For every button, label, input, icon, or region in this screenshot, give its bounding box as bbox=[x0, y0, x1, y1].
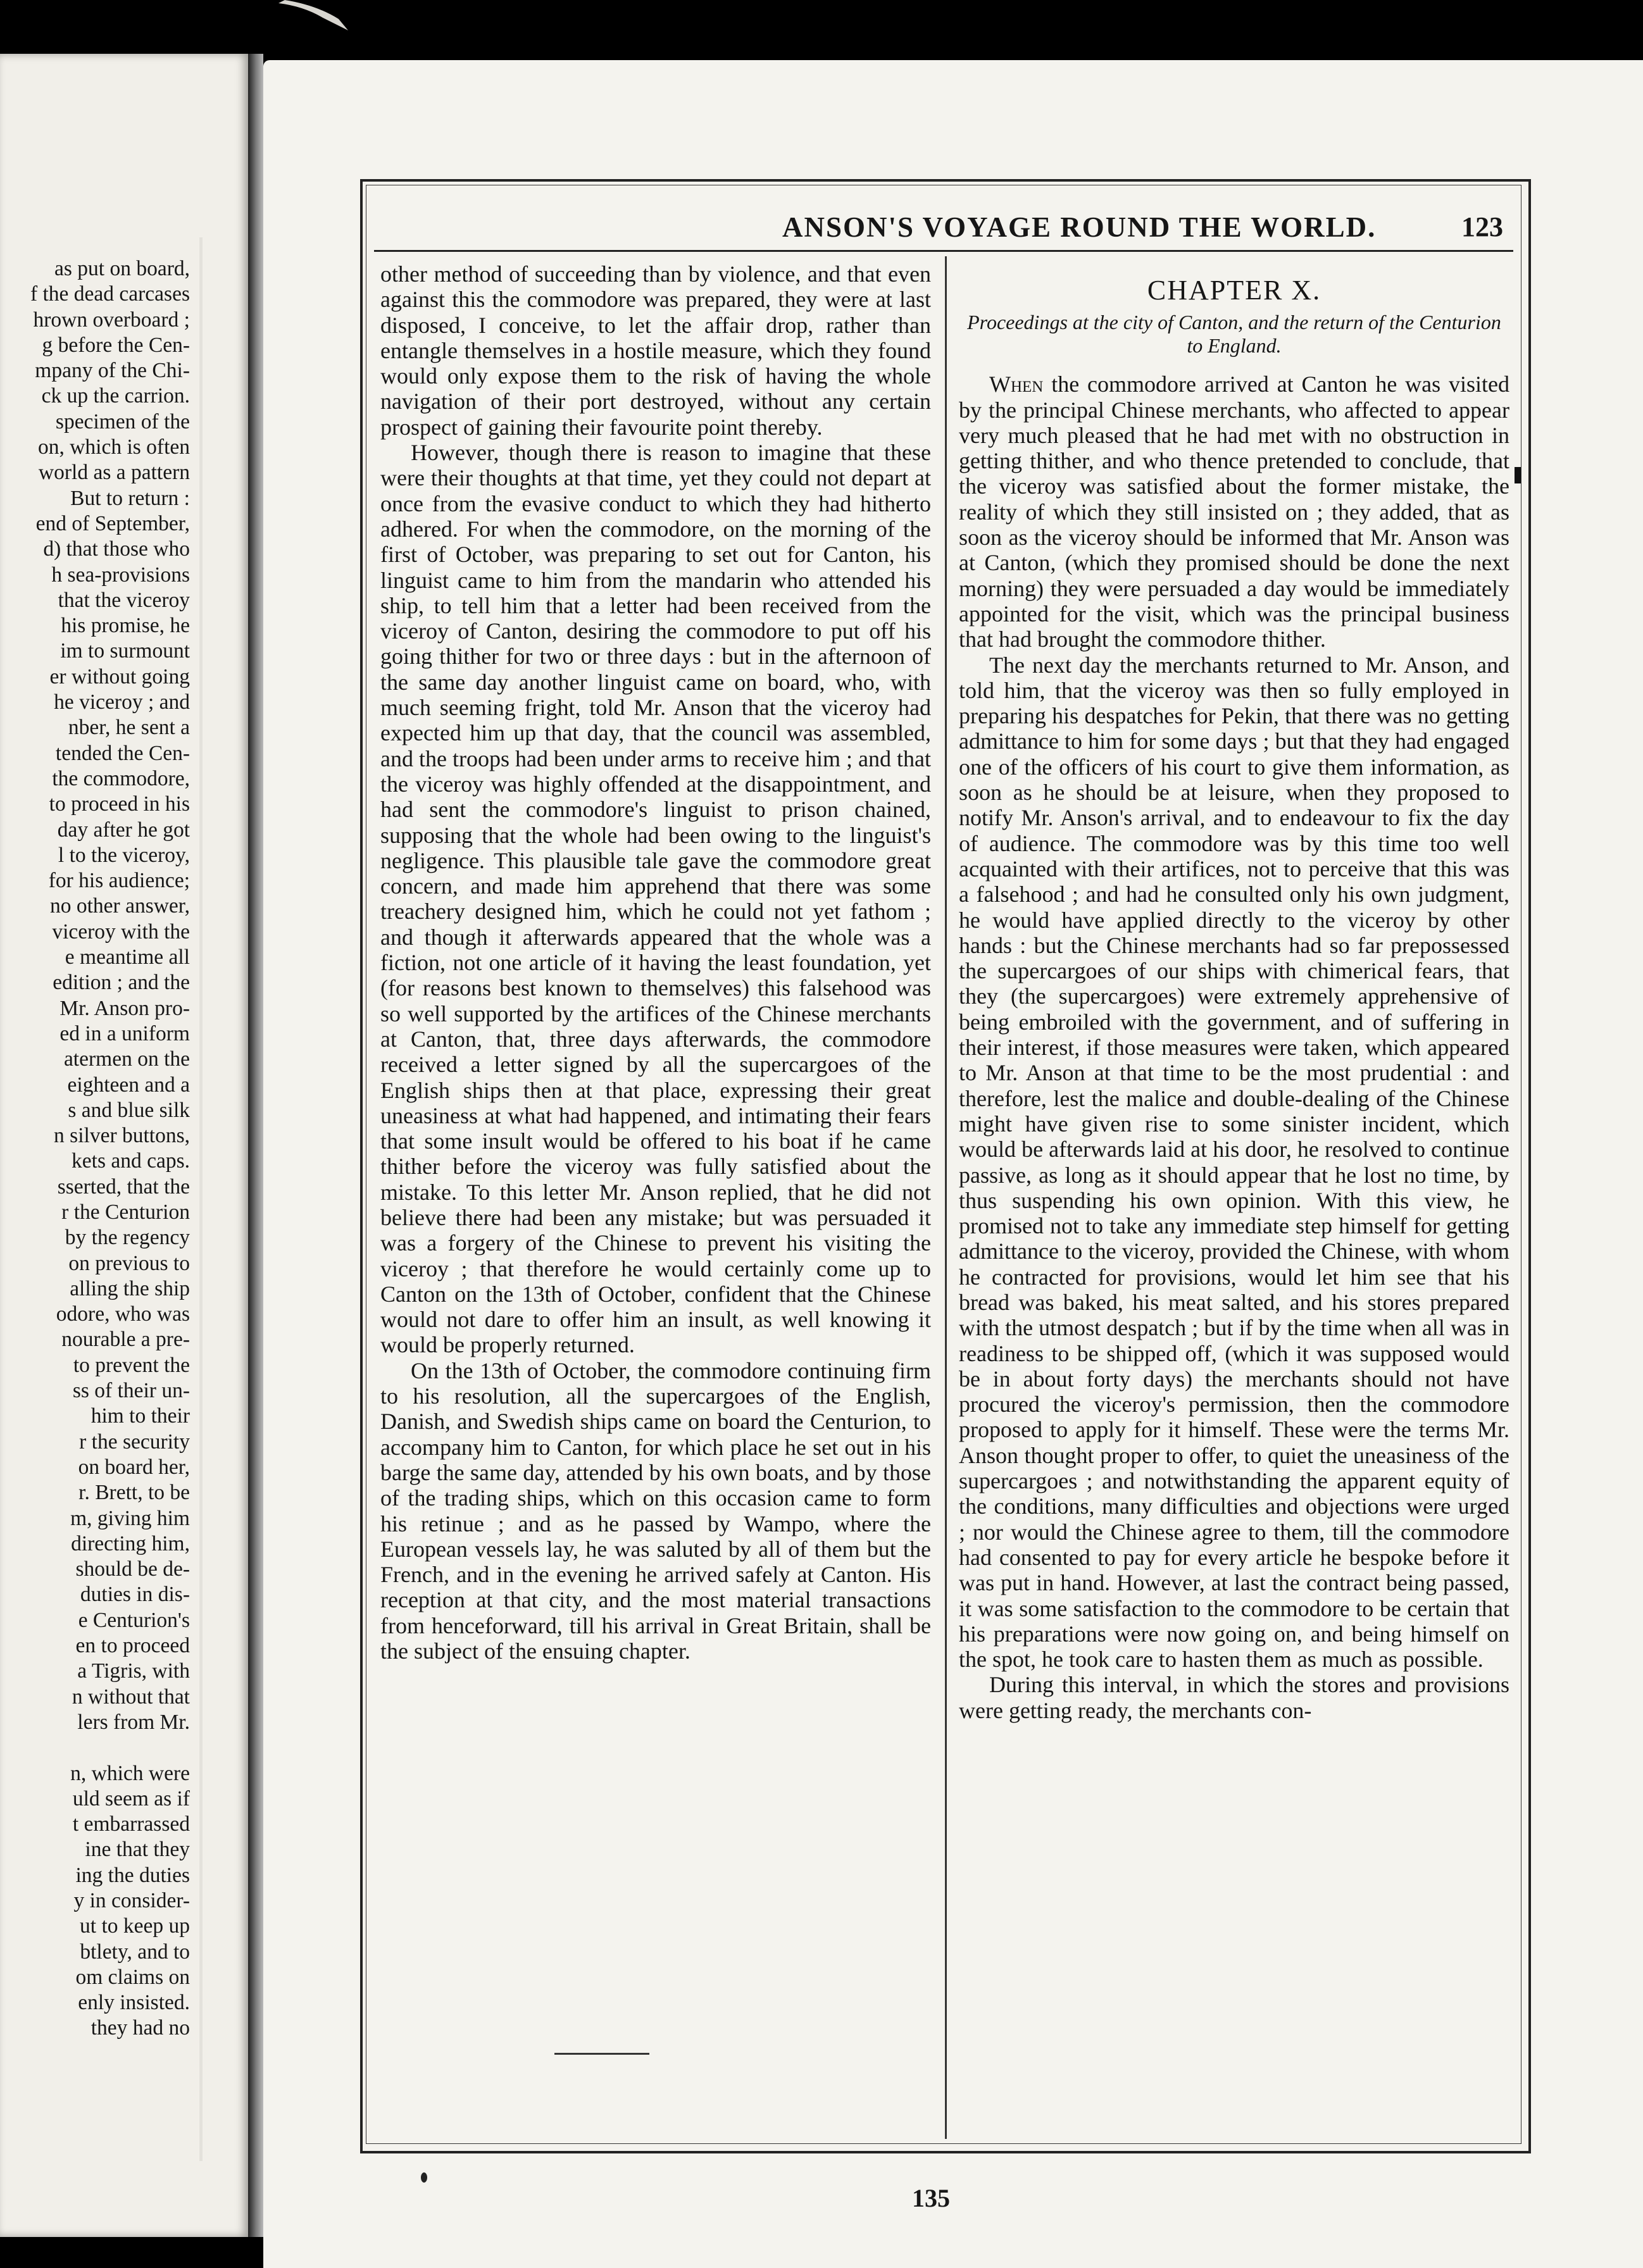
previous-page-line: tended the Cen- bbox=[55, 741, 190, 765]
previous-page-line: e meantime all bbox=[65, 945, 190, 969]
previous-page-column-rule bbox=[199, 237, 203, 2161]
previous-page-line: the commodore, bbox=[52, 766, 190, 790]
previous-page-line: nourable a pre- bbox=[61, 1328, 190, 1352]
previous-page-line: f the dead carcases bbox=[30, 282, 190, 306]
paragraph: The next day the merchants returned to Mr. Anson, and told him, that the viceroy was then so fully employed in preparing his despatches for Pekin, that there was no getting admittance to him for some days ; but that they had engaged one of the officers of his court to give them information, as soon as he should be at leisure, when they proposed to notify Mr. Anson's arrival, and to endeavour to fix the day of audience. The commodore was by this time too well acquainted with their artifices, not to perceive that this was a falsehood ; and had he consulted only his own judgment, he would have applied directly to the viceroy by other hands : but the Chinese merchants had so far prepossessed the supercargoes of our ships with chimerical fears, that they (the supercargoes) were extremely apprehensive of being embroiled with the government, and of suffering in their interest, if those measures were taken, which appeared to Mr. Anson at that time to be the most prudential : and therefore, lest the malice and double-dealing of the Chinese might have given rise to some sinister incident, which would be afterwards laid at his door, he resolved to continue passive, as long as it should appear that he lost no time, by thus suspending his own opinion. With this view, he promised not to take any immediate step himself for getting admittance to the viceroy, provided the Chinese, with whom he contracted for provisions, would let him see that his bread was baked, his meat salted, and his stores prepared with the utmost despatch ; but if by the time when all was in readiness to be shipped off, (which it was supposed would be in about forty days) the merchants should not have procured the viceroy's permission, then the commodore proposed to apply for it himself. These were the terms Mr. Anson thought proper to offer, to quiet the uneasiness of the supercargoes ; and notwithstanding the apparent equity of the conditions, many difficulties and objections were urged ; nor would the Chinese agree to them, till the commodore had consented to pay for every article he bespoke before it was put in hand. However, at last the contract being passed, it was some satisfaction to the commodore to be certain that his preparations were now going on, and being himself on the spot, he took care to hasten them as much as possible. bbox=[959, 652, 1509, 1673]
paragraph: On the 13th of October, the commodore continuing firm to his resolution, all the supercargoes of the English, Danish, and Swedish ships came on board the Centurion, to accompany him to Canton, for which place he set out in his barge the same day, attended by his own boats, and by those of the trading ships, which on this occasion came to form his retinue ; and as he passed by Wampo, where the European vessels lay, he was saluted by all of them but the French, and in the evening he arrived safely at Canton. His reception at that city, and the most material transactions from henceforward, till his arrival in Great Britain, shall be the subject of the ensuing chapter. bbox=[380, 1357, 931, 1664]
previous-page-line: l to the viceroy, bbox=[58, 843, 190, 867]
previous-page-line: r the security bbox=[79, 1430, 190, 1454]
previous-page-line: ck up the carrion. bbox=[41, 384, 190, 408]
previous-page-line: h sea-provisions bbox=[51, 563, 190, 587]
previous-page-line: directing him, bbox=[71, 1531, 190, 1555]
paragraph: However, though there is reason to imagine that these were their thoughts at that time, yet they could not depart at once from the evasive conduct to which they had hitherto adhered. For when the commodore, on the morning of the first of October, was preparing to set out for Canton, his linguist came to him from the mandarin who attended his ship, to tell him that a letter had been received from the viceroy of Canton, desiring the commodore to put off his going thither for two or three days : but in the afternoon of the same day another linguist came on board, who, with much seeming fright, told Mr. Anson that the viceroy had expected him up that day, that the council was assembled, and the troops had been under arms to receive him ; and that the viceroy was highly offended at the disappointment, and had sent the commodore's linguist to prison chained, supposing that the whole had been owing to the linguist's negligence. This plausible tale gave the commodore great concern, and made him apprehend that there was some treachery designed him, which he could not yet fathom ; and though it afterwards appeared that the whole was a fiction, not one article of it having the least foundation, yet (for reasons best known to themselves) this falsehood was so well supported by the artifices of the Chinese merchants at Canton, that, three days afterwards, the commodore received a letter signed by all the supercargoes of the English ships then at that place, expressing their great uneasiness at what had happened, and intimating their fears that some insult would be offered to his boat if he came thither before the viceroy was fully satisfied about the mistake. To this letter Mr. Anson replied, that he did not believe there had been any mistake; but was persuaded it was a forgery of the Chinese to prevent his visiting the viceroy ; that therefore he would certainly come up to Canton on the 13th of October, confident that the Chinese would not dare to offer him an insult, as well knowing it would be properly returned. bbox=[380, 440, 931, 1358]
previous-page-line: lers from Mr. bbox=[77, 1710, 190, 1734]
previous-page-line: day after he got bbox=[57, 818, 190, 842]
previous-page-line: ing the duties bbox=[75, 1863, 190, 1887]
previous-page-line: y in consider- bbox=[73, 1889, 190, 1912]
previous-page-line: mpany of the Chi- bbox=[35, 359, 190, 383]
corner-smudge bbox=[278, 0, 361, 32]
previous-page-line: they had no bbox=[91, 2016, 190, 2040]
previous-page-text bbox=[0, 256, 190, 2041]
previous-page-line: should be de- bbox=[75, 1557, 190, 1581]
previous-page-line: r the Centurion bbox=[61, 1200, 190, 1224]
previous-page-line: s and blue silk bbox=[68, 1098, 190, 1122]
previous-page-line: to proceed in his bbox=[49, 792, 190, 816]
previous-page-line: his promise, he bbox=[61, 614, 190, 638]
book-gutter bbox=[248, 54, 263, 2237]
previous-page-line: n silver buttons, bbox=[54, 1124, 190, 1148]
previous-page-line: as put on board, bbox=[54, 257, 190, 280]
previous-page-line: odore, who was bbox=[56, 1302, 190, 1326]
previous-page-line: om claims on bbox=[75, 1965, 190, 1989]
previous-page-line: he viceroy ; and bbox=[54, 690, 190, 714]
previous-page-line: d) that those who bbox=[43, 537, 190, 561]
previous-page-line: edition ; and the bbox=[53, 971, 190, 995]
previous-page-line: r. Brett, to be bbox=[78, 1481, 190, 1505]
previous-page-line: ine that they bbox=[85, 1838, 190, 1862]
previous-page-line: n without that bbox=[72, 1685, 190, 1709]
previous-page-line: e Centurion's bbox=[78, 1608, 190, 1632]
previous-page-line: ut to keep up bbox=[80, 1914, 190, 1938]
header-rule bbox=[374, 250, 1513, 252]
previous-page-line: by the regency bbox=[65, 1226, 190, 1250]
previous-page-line: btlety, and to bbox=[80, 1940, 190, 1964]
previous-page-line: But to return : bbox=[70, 486, 190, 510]
previous-page-line: im to surmount bbox=[60, 639, 190, 663]
previous-page-line: en to proceed bbox=[75, 1634, 190, 1658]
previous-page-line: ss of their un- bbox=[72, 1379, 190, 1403]
previous-page-line: to prevent the bbox=[73, 1353, 190, 1377]
previous-page-line bbox=[0, 1735, 190, 1760]
previous-page-line: uld seem as if bbox=[72, 1786, 190, 1810]
previous-page-line: viceroy with the bbox=[52, 919, 190, 944]
previous-page-line: n, which were bbox=[70, 1761, 190, 1785]
previous-page-line: hrown overboard ; bbox=[33, 308, 190, 332]
previous-page-line: on previous to bbox=[68, 1251, 190, 1275]
previous-page-line: him to their bbox=[91, 1404, 190, 1428]
book-page bbox=[263, 60, 1643, 2268]
paragraph-text: the commodore arrived at Canton he was visited by the principal Chinese merchants, who affected to appear very much pleased that he had met with no obstruction in getting thither, and who thence pretended to conclude, that the viceroy was satisfied about the former mistake, the reality of which they still insisted on ; they added, that as soon as the viceroy should be informed that Mr. Anson was at Canton, (which they promised should be done the next morning) they were persuaded a day would be immediately appointed for the visit, which was the principal business that had brought the commodore thither. bbox=[959, 371, 1509, 652]
previous-page-line: no other answer, bbox=[50, 894, 190, 918]
previous-page-line: eighteen and a bbox=[67, 1073, 190, 1097]
section-end-rule bbox=[554, 2053, 649, 2055]
previous-page bbox=[0, 54, 248, 2237]
chapter-heading: CHAPTER X. bbox=[1147, 275, 1321, 306]
paragraph: other method of succeeding than by violence, and that even against this the commodore was prepared, they were at last disposed, I conceive, to let the affair drop, rather than entangle themselves in a hostile measure, which they found would only expose them to the risk of having the whole navigation of their port destroyed, without any certain prospect of gaining their favourite point thereby. bbox=[380, 261, 931, 440]
text-column-right bbox=[959, 261, 1509, 1723]
previous-page-line: for his audience; bbox=[48, 869, 190, 893]
paragraph: During this interval, in which the stores and provisions were getting ready, the merchants con- bbox=[959, 1672, 1509, 1723]
margin-mark bbox=[1515, 467, 1521, 483]
opening-word: When bbox=[989, 371, 1044, 397]
paragraph bbox=[959, 371, 1509, 652]
previous-page-line: alling the ship bbox=[70, 1276, 190, 1300]
previous-page-line: g before the Cen- bbox=[42, 333, 190, 357]
previous-page-line: end of September, bbox=[35, 511, 190, 535]
chapter-subtitle: Proceedings at the city of Canton, and the return of the Centurion to England. bbox=[967, 311, 1501, 358]
previous-page-line: a Tigris, with bbox=[77, 1659, 190, 1683]
text-column-left bbox=[380, 261, 931, 1664]
previous-page-line: nber, he sent a bbox=[68, 716, 190, 740]
previous-page-line: kets and caps. bbox=[72, 1149, 190, 1173]
column-divider bbox=[945, 256, 947, 2139]
previous-page-line: specimen of the bbox=[55, 409, 190, 433]
previous-page-line: on board her, bbox=[78, 1455, 190, 1479]
previous-page-line: sserted, that the bbox=[57, 1174, 190, 1199]
previous-page-line: world as a pattern bbox=[38, 461, 190, 485]
previous-page-line: Mr. Anson pro- bbox=[59, 996, 190, 1020]
previous-page-text-column bbox=[0, 256, 190, 2155]
previous-page-line: duties in dis- bbox=[80, 1583, 190, 1607]
previous-page-line: er without going bbox=[49, 664, 190, 688]
page-number-bottom: 135 bbox=[912, 2184, 950, 2212]
previous-page-line: atermen on the bbox=[63, 1047, 190, 1071]
previous-page-line: that the viceroy bbox=[58, 588, 190, 612]
running-head: ANSON'S VOYAGE ROUND THE WORLD. bbox=[782, 211, 1377, 243]
ink-dot bbox=[421, 2172, 427, 2183]
previous-page-line: on, which is often bbox=[37, 435, 190, 459]
previous-page-line: ed in a uniform bbox=[59, 1021, 190, 1045]
previous-page-line: t embarrassed bbox=[72, 1812, 190, 1836]
previous-page-line: enly insisted. bbox=[78, 1991, 190, 2015]
page-number-top: 123 bbox=[1461, 211, 1503, 242]
previous-page-line: m, giving him bbox=[70, 1506, 190, 1530]
